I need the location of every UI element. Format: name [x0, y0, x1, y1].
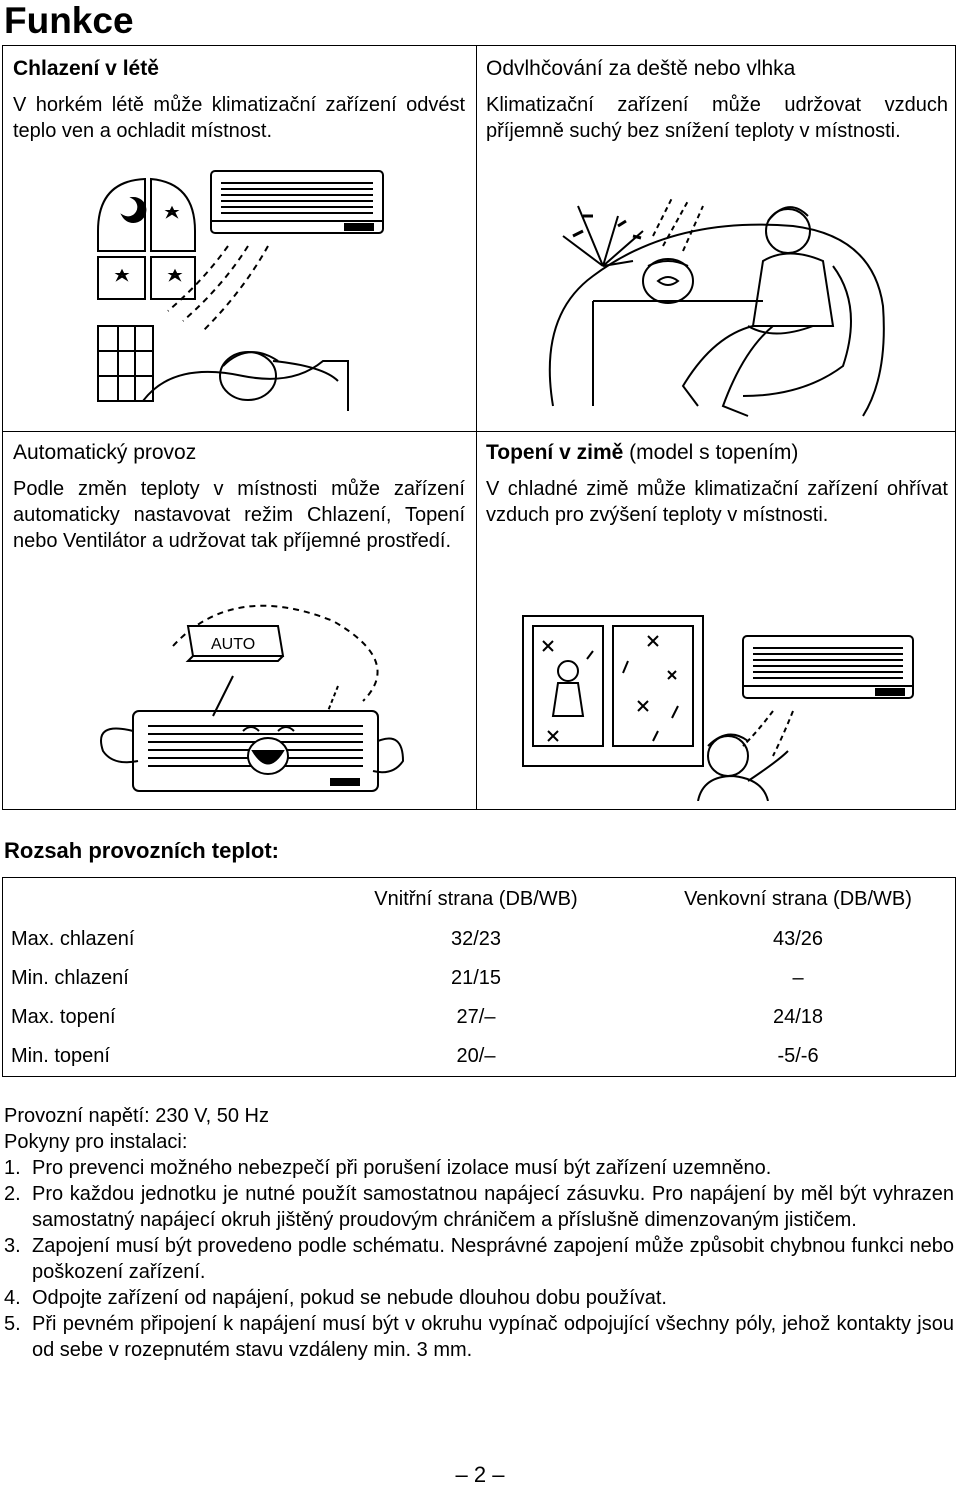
list-item	[4, 1311, 954, 1363]
auto-button-label: AUTO	[211, 636, 256, 653]
table-cell: 43/26	[772, 928, 824, 950]
cooling-section	[13, 56, 465, 144]
list-item-number: 1.	[4, 1157, 21, 1179]
list-item-text: Při pevném připojení k napájení musí být v okruhu vypínač odpojující všechny póly, jehož kontakty jsou od sebe v rozepnutém stavu vzdáleny min. 3 mm.	[32, 1313, 954, 1361]
voltage-text: Provozní napětí: 230 V, 50 Hz	[4, 1105, 269, 1127]
snowy-window-icon	[523, 616, 703, 766]
page-title: Funkce	[4, 0, 134, 41]
list-item-text: Pro prevenci možného nebezpečí při porušení izolace musí být zařízení uzemněno.	[32, 1157, 772, 1179]
grid-divider-vertical	[476, 46, 477, 809]
sleeping-person-icon	[98, 326, 348, 411]
table-cell: Min. topení	[11, 1045, 110, 1067]
auto-title: Automatický provoz	[13, 441, 197, 464]
temps-section-title: Rozsah provozních teplot:	[4, 838, 279, 863]
heating-title: Topení v zimě	[486, 441, 624, 464]
cooling-illustration	[83, 161, 393, 411]
dehumid-text: Klimatizační zařízení může udržovat vzduch příjemně suchý bez snížení teploty v místnosti.	[486, 94, 948, 142]
table-cell: 20/–	[456, 1045, 496, 1067]
heating-section	[486, 440, 948, 528]
list-item	[4, 1181, 954, 1233]
table-cell: -5/-6	[777, 1045, 819, 1067]
dehumid-illustration	[533, 176, 893, 426]
auto-illustration	[73, 601, 453, 801]
auto-button-icon	[188, 626, 283, 661]
functions-grid	[2, 45, 956, 810]
grid-divider-horizontal	[3, 431, 955, 432]
heating-text: V chladné zimě může klimatizační zařízení ohřívat vzduch pro zvýšení teploty v místnosti.	[486, 478, 948, 526]
dehumid-title: Odvlhčování za deště nebo vlhka	[486, 57, 796, 80]
table-cell: 32/23	[450, 928, 502, 950]
table-header-cell	[3, 878, 312, 921]
smiling-ac-unit-icon	[101, 711, 403, 791]
table-cell: 24/18	[772, 1006, 824, 1028]
list-item-number: 4.	[4, 1287, 21, 1309]
install-list	[4, 1155, 954, 1363]
list-item-text: Odpojte zařízení od napájení, pokud se nebude dlouhou dobu používat.	[32, 1287, 667, 1309]
list-item-number: 5.	[4, 1313, 21, 1335]
auto-text: Podle změn teploty v místnosti může zařízení automaticky nastavovat režim Chlazení, Topení nebo Ventilátor a udržovat tak příjemné prostředí.	[13, 478, 465, 552]
table-row	[3, 998, 956, 1037]
table-cell: Min. chlazení	[11, 967, 129, 989]
night-window-icon	[98, 179, 195, 299]
table-header-cell: Venkovní strana (DB/WB)	[684, 887, 912, 910]
heating-title-row	[486, 440, 948, 466]
list-item	[4, 1233, 954, 1285]
auto-section	[13, 440, 465, 554]
list-item-text: Pro každou jednotku je nutné použít samostatnou napájecí zásuvku. Pro napájení by měl být vyhrazen samostatný napájecí okruh jištěný proudovým chráničem a příslušně dimenzovaným jističem.	[32, 1183, 954, 1231]
plant-icon	[563, 206, 643, 266]
table-row	[3, 920, 956, 959]
table-row	[3, 959, 956, 998]
list-item	[4, 1155, 954, 1181]
ac-unit-icon	[743, 636, 913, 698]
dehumid-section	[486, 56, 948, 144]
table-cell: Max. chlazení	[11, 928, 135, 950]
ac-unit-icon	[211, 171, 383, 233]
heating-illustration	[518, 611, 948, 801]
relaxing-person-icon	[683, 207, 851, 416]
list-item-number: 2.	[4, 1183, 21, 1205]
table-header-row	[3, 878, 956, 921]
list-item-number: 3.	[4, 1235, 21, 1257]
page-number: – 2 –	[455, 1462, 505, 1487]
table-cell: Max. topení	[11, 1006, 116, 1028]
table-cell: –	[792, 967, 804, 989]
cooling-title: Chlazení v létě	[13, 57, 159, 80]
install-title: Pokyny pro instalaci:	[4, 1131, 188, 1153]
heating-title-note: (model s topením)	[629, 441, 799, 464]
warm-person-icon	[698, 735, 788, 801]
cooling-text: V horkém létě může klimatizační zařízení odvést teplo ven a ochladit místnost.	[13, 94, 465, 142]
temps-table	[2, 877, 956, 1077]
table-row	[3, 1037, 956, 1077]
list-item	[4, 1285, 954, 1311]
list-item-text: Zapojení musí být provedeno podle schématu. Nesprávné zapojení může způsobit chybnou funkci nebo poškození zařízení.	[32, 1235, 954, 1283]
table-cell: 21/15	[450, 967, 502, 989]
table-header-cell: Vnitřní strana (DB/WB)	[374, 887, 578, 910]
fishbowl-icon	[643, 259, 693, 303]
table-cell: 27/–	[456, 1006, 496, 1028]
footer-notes	[4, 1103, 954, 1363]
